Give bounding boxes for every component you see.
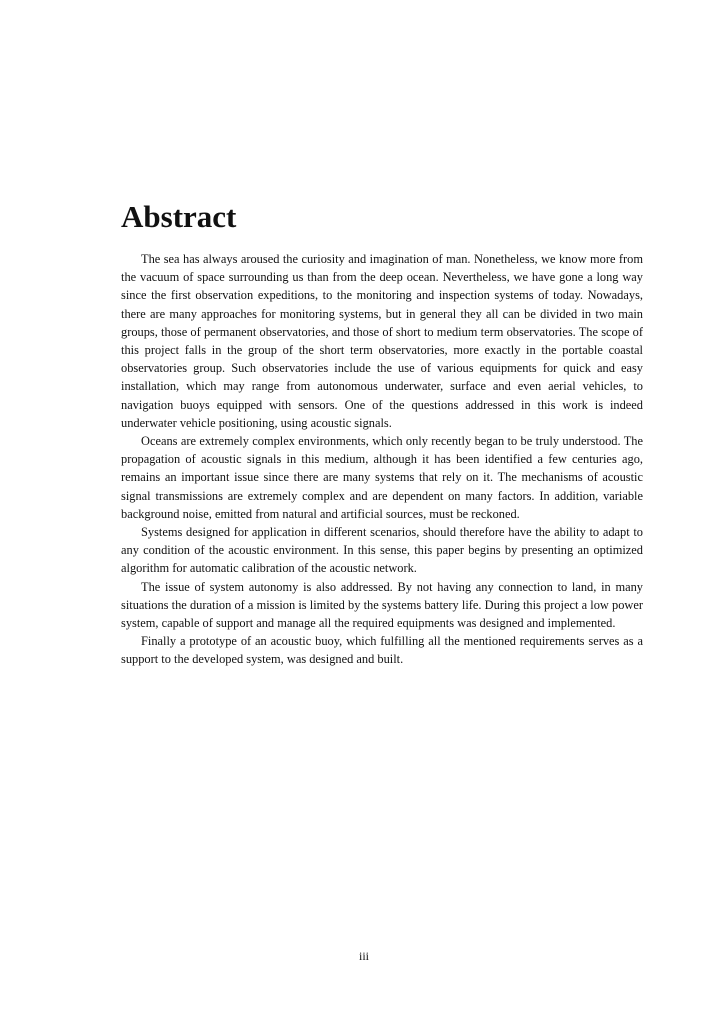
page-title: Abstract — [121, 199, 237, 234]
abstract-paragraph: Oceans are extremely complex environments, which only recently began to be truly understood. The propagation of acoustic signals in this medium, although it has been identified a few centuries ago, remains an important issue since there are many systems that rely on it. The mechanisms of acoustic signal transmissions are extremely complex and are dependent on many factors. In addition, variable background noise, emitted from natural and artificial sources, must be reckoned. — [121, 434, 643, 521]
page-number: iii — [358, 949, 369, 963]
abstract-paragraph: Finally a prototype of an acoustic buoy, which fulfilling all the mentioned requirements serves as a support to the developed system, was designed and built. — [121, 634, 643, 667]
abstract-paragraph: Systems designed for application in different scenarios, should therefore have the ability to adapt to any condition of the acoustic environment. In this sense, this paper begins by presenting an optimized algorithm for automatic calibration of the acoustic network. — [121, 525, 643, 576]
abstract-paragraph: The issue of system autonomy is also addressed. By not having any connection to land, in many situations the duration of a mission is limited by the systems battery life. During this project a low power system, capable of support and manage all the required equipments was designed and implemented. — [121, 579, 643, 631]
abstract-paragraph: The sea has always aroused the curiosity and imagination of man. Nonetheless, we know more from the vacuum of space surrounding us than from the deep ocean. Nevertheless, we have gone a long way since the first observation expeditions, to the monitoring and inspection systems of today. Nowadays, there are many approaches for monitoring systems, but in general they all can be divided in two main groups, those of permanent observatories, and those of short to medium term observatories. The scope of this project falls in the group of the short term observatories, more exactly in the portable coastal observatories group. Such observatories include the use of various equipments for quick and easy installation, which may range from autonomous underwater, surface and even aerial vehicles, to navigation buoys equipped with sensors. One of the questions addressed in this work is indeed underwater vehicle positioning, using acoustic signals. — [121, 252, 643, 430]
abstract-body — [121, 250, 643, 669]
